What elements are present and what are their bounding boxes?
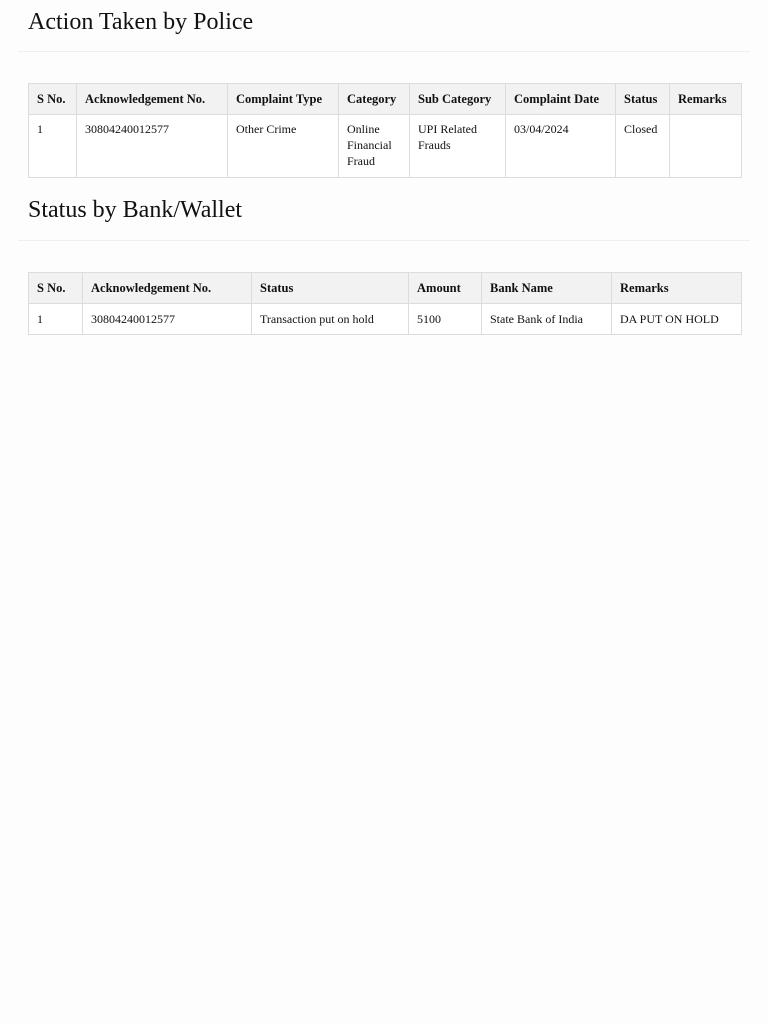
header-bank-name: Bank Name <box>482 273 612 304</box>
header-s-no: S No. <box>29 273 83 304</box>
cell-status: Closed <box>616 115 670 178</box>
header-acknowledgement-no: Acknowledgement No. <box>77 84 228 115</box>
header-acknowledgement-no: Acknowledgement No. <box>83 273 252 304</box>
cell-s-no: 1 <box>29 304 83 335</box>
table-header-row <box>29 273 742 304</box>
table-header-row <box>29 84 742 115</box>
header-amount: Amount <box>409 273 482 304</box>
police-section-title: Action Taken by Police <box>28 9 254 35</box>
header-category: Category <box>339 84 410 115</box>
police-action-table <box>28 83 742 178</box>
cell-remarks <box>670 115 742 178</box>
header-remarks: Remarks <box>612 273 742 304</box>
cell-status: Transaction put on hold <box>252 304 409 335</box>
cell-remarks: DA PUT ON HOLD <box>612 304 742 335</box>
header-remarks: Remarks <box>670 84 742 115</box>
header-status: Status <box>252 273 409 304</box>
police-section-divider <box>18 51 750 52</box>
table-row <box>29 304 742 335</box>
table-row <box>29 115 742 178</box>
cell-complaint-type: Other Crime <box>228 115 339 178</box>
cell-s-no: 1 <box>29 115 77 178</box>
cell-acknowledgement-no: 30804240012577 <box>77 115 228 178</box>
header-sub-category: Sub Category <box>410 84 506 115</box>
bank-section-title: Status by Bank/Wallet <box>28 197 243 223</box>
header-complaint-date: Complaint Date <box>506 84 616 115</box>
bank-section-divider <box>18 240 750 241</box>
cell-complaint-date: 03/04/2024 <box>506 115 616 178</box>
cell-category: Online Financial Fraud <box>339 115 410 178</box>
cell-bank-name: State Bank of India <box>482 304 612 335</box>
header-complaint-type: Complaint Type <box>228 84 339 115</box>
cell-amount: 5100 <box>409 304 482 335</box>
cell-acknowledgement-no: 30804240012577 <box>83 304 252 335</box>
cell-sub-category: UPI Related Frauds <box>410 115 506 178</box>
bank-status-table <box>28 272 742 335</box>
header-status: Status <box>616 84 670 115</box>
header-s-no: S No. <box>29 84 77 115</box>
